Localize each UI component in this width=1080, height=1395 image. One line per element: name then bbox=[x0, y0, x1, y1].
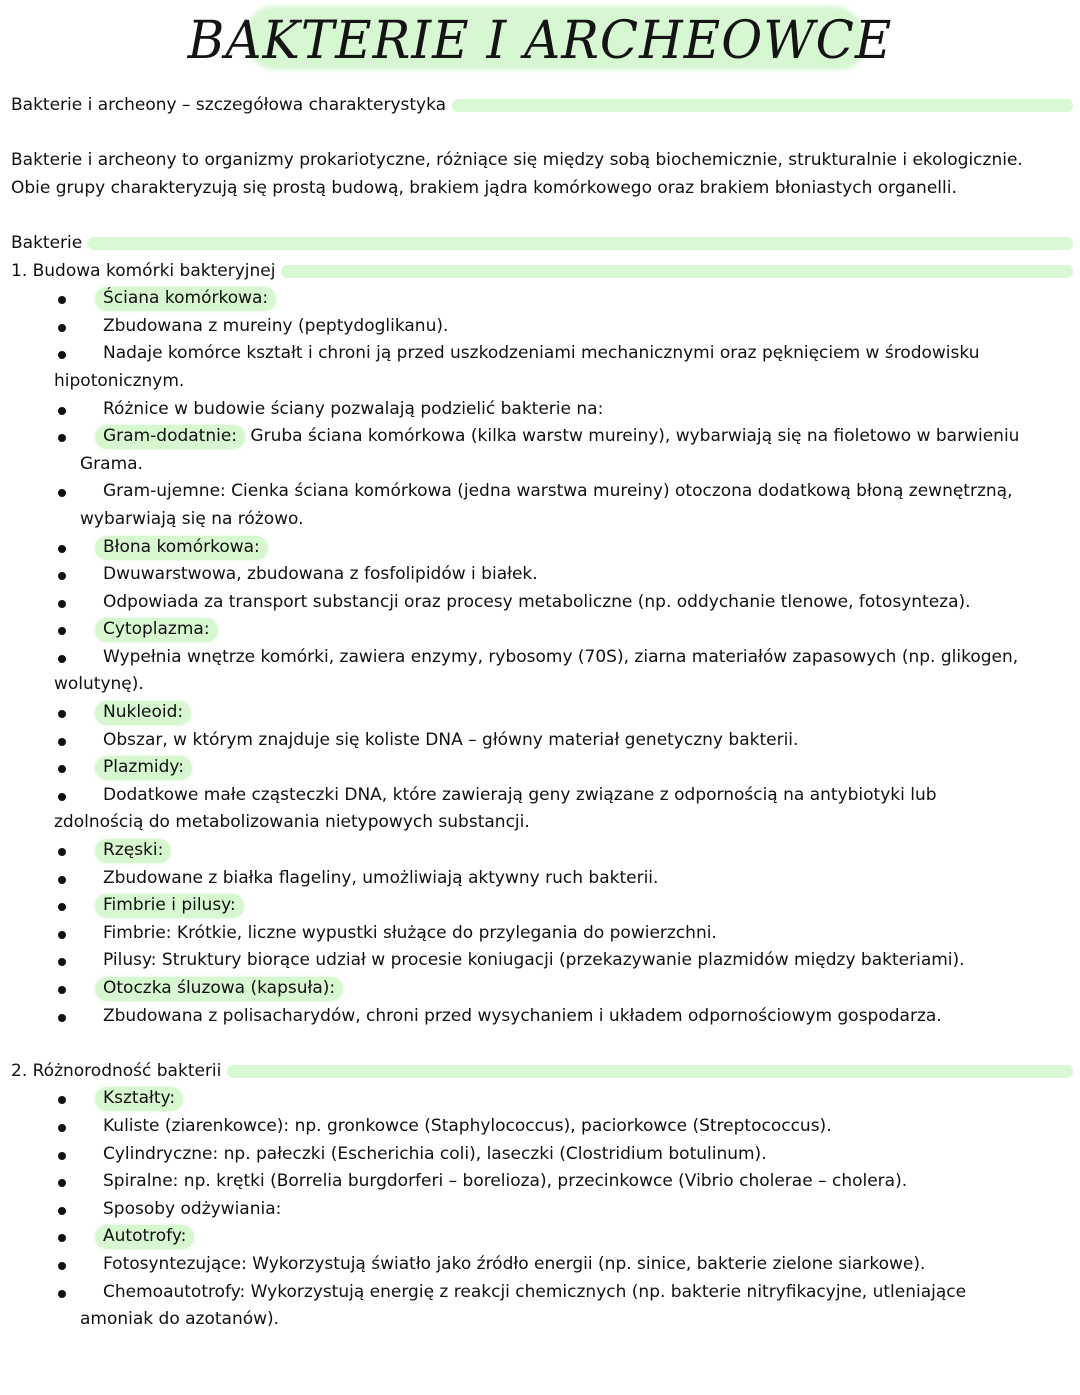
bullet-icon bbox=[58, 600, 66, 608]
highlighted-label: Gram-dodatnie: bbox=[95, 425, 245, 449]
item-text: Cylindryczne: np. pałeczki (Escherichia coli), laseczki (Clostridium botulinum). bbox=[103, 1143, 767, 1164]
section2-heading bbox=[11, 1058, 1071, 1086]
list-item bbox=[11, 285, 1071, 313]
list-item bbox=[11, 313, 1071, 341]
document-body bbox=[11, 92, 1071, 1334]
main-heading-text: Bakterie i archeony – szczegółowa charakterystyka bbox=[11, 95, 447, 115]
list-item bbox=[11, 1085, 1071, 1113]
list-item bbox=[11, 396, 1071, 424]
list-item bbox=[11, 947, 1071, 975]
item-text: Wypełnia wnętrze komórki, zawiera enzymy, rybosomy (70S), ziarna materiałów zapasowych (np. glikogen, bbox=[103, 646, 1019, 667]
bullet-icon bbox=[58, 655, 66, 663]
list-item bbox=[11, 1196, 1071, 1224]
list-item bbox=[11, 534, 1071, 562]
subheading-label: Kształty: bbox=[95, 1087, 183, 1111]
subheading-label: Ściana komórkowa: bbox=[95, 287, 276, 311]
item-continuation: zdolnością do metabolizowania nietypowych substancji. bbox=[54, 812, 530, 833]
bullet-icon bbox=[58, 1014, 66, 1022]
bullet-icon bbox=[58, 876, 66, 884]
bullet-icon bbox=[58, 1096, 66, 1104]
bullet-icon bbox=[58, 489, 66, 497]
bullet-icon bbox=[58, 627, 66, 635]
bullet-icon bbox=[58, 1179, 66, 1187]
bullet-icon bbox=[58, 903, 66, 911]
item-text: Obszar, w którym znajduje się koliste DNA – główny materiał genetyczny bakterii. bbox=[103, 729, 799, 750]
item-text: Kuliste (ziarenkowce): np. gronkowce (Staphylococcus), paciorkowce (Streptococcus). bbox=[103, 1115, 832, 1136]
bullet-icon bbox=[58, 710, 66, 718]
section-label-text: Bakterie bbox=[11, 232, 83, 253]
bullet-icon bbox=[58, 765, 66, 773]
bullet-icon bbox=[58, 958, 66, 966]
list-item bbox=[11, 1223, 1071, 1251]
bullet-icon bbox=[58, 407, 66, 415]
list-item bbox=[11, 1251, 1071, 1279]
bullet-icon bbox=[58, 1290, 66, 1298]
subheading-label: Nukleoid: bbox=[95, 701, 191, 725]
item-text: Pilusy: Struktury biorące udział w procesie koniugacji (przekazywanie plazmidów między bakteriami). bbox=[103, 950, 965, 971]
bullet-icon bbox=[58, 1262, 66, 1270]
list-item bbox=[11, 754, 1071, 782]
subheading-label: Otoczka śluzowa (kapsuła): bbox=[95, 977, 343, 1001]
heading-highlight-bar bbox=[452, 99, 1073, 112]
subheading-label: Błona komórkowa: bbox=[95, 536, 268, 560]
list-item bbox=[11, 865, 1071, 893]
item-text: Fotosyntezujące: Wykorzystują światło jako źródło energii (np. sinice, bakterie zielone siarkowe). bbox=[103, 1253, 926, 1274]
item-text: Odpowiada za transport substancji oraz procesy metaboliczne (np. oddychanie tlenowe, fotosynteza). bbox=[103, 591, 971, 612]
item-continuation: amoniak do azotanów). bbox=[80, 1309, 280, 1330]
list-item bbox=[11, 1003, 1071, 1031]
list-item bbox=[11, 727, 1071, 755]
section-label bbox=[11, 230, 1071, 258]
bullet-icon bbox=[58, 351, 66, 359]
subheading-label: Cytoplazma: bbox=[95, 618, 218, 642]
main-heading bbox=[11, 92, 1071, 120]
list-item bbox=[11, 892, 1071, 920]
bullet-icon bbox=[58, 296, 66, 304]
page-title: BAKTERIE I ARCHEOWCE bbox=[187, 9, 893, 71]
bullet-icon bbox=[58, 1207, 66, 1215]
list-item bbox=[11, 589, 1071, 617]
bullet-icon bbox=[58, 738, 66, 746]
list-item bbox=[11, 699, 1071, 727]
list-item bbox=[11, 782, 1071, 837]
list-item bbox=[11, 1279, 1071, 1334]
heading-highlight-bar bbox=[227, 1065, 1073, 1078]
item-text: Fimbrie: Krótkie, liczne wypustki służące do przylegania do powierzchni. bbox=[103, 922, 717, 943]
section2-heading-text: 2. Różnorodność bakterii bbox=[11, 1060, 222, 1081]
item-text: Sposoby odżywiania: bbox=[103, 1198, 282, 1219]
list-item bbox=[11, 478, 1071, 533]
list-item bbox=[11, 1168, 1071, 1196]
bullet-icon bbox=[58, 572, 66, 580]
bullet-icon bbox=[58, 793, 66, 801]
item-text: Różnice w budowie ściany pozwalają podzielić bakterie na: bbox=[103, 398, 604, 419]
subheading-label: Autotrofy: bbox=[95, 1225, 194, 1249]
item-text: Chemoautotrofy: Wykorzystują energię z reakcji chemicznych (np. bakterie nitryfikacyjne, utleniające bbox=[103, 1281, 967, 1302]
item-text: Gram-ujemne: Cienka ściana komórkowa (jedna warstwa mureiny) otoczona dodatkową błoną zewnętrzną, bbox=[103, 481, 1013, 502]
list-item bbox=[11, 340, 1071, 395]
item-text: Dodatkowe małe cząsteczki DNA, które zawierają geny związane z odpornością na antybiotyki lub bbox=[103, 784, 937, 805]
item-continuation: wolutynę). bbox=[54, 674, 144, 695]
bullet-icon bbox=[58, 434, 66, 442]
section2-list bbox=[11, 1085, 1071, 1333]
item-text: Gruba ściana komórkowa (kilka warstw mureiny), wybarwiają się na fioletowo w barwieniu bbox=[245, 426, 1020, 447]
item-text: Zbudowane z białka flageliny, umożliwiają aktywny ruch bakterii. bbox=[103, 867, 659, 888]
bullet-icon bbox=[58, 848, 66, 856]
item-continuation: hipotonicznym. bbox=[54, 370, 185, 391]
item-text: Spiralne: np. krętki (Borrelia burgdorferi – borelioza), przecinkowce (Vibrio cholerae – cholera). bbox=[103, 1171, 908, 1192]
heading-highlight-bar bbox=[88, 237, 1073, 250]
bullet-icon bbox=[58, 1124, 66, 1132]
item-text: Nadaje komórce kształt i chroni ją przed uszkodzeniami mechanicznymi oraz pęknięciem w środowisku bbox=[103, 343, 980, 364]
item-continuation: wybarwiają się na różowo. bbox=[80, 508, 304, 529]
page-title-banner bbox=[0, 0, 1080, 80]
bullet-icon bbox=[58, 545, 66, 553]
item-continuation: Grama. bbox=[80, 453, 143, 474]
list-item bbox=[11, 561, 1071, 589]
list-item bbox=[11, 975, 1071, 1003]
subheading-label: Rzęski: bbox=[95, 839, 171, 863]
subheading-label: Fimbrie i pilusy: bbox=[95, 894, 244, 918]
heading-highlight-bar bbox=[281, 265, 1073, 278]
section1-heading-text: 1. Budowa komórki bakteryjnej bbox=[11, 260, 276, 281]
list-item bbox=[11, 644, 1071, 699]
bullet-icon bbox=[58, 986, 66, 994]
bullet-icon bbox=[58, 1234, 66, 1242]
item-text: Dwuwarstwowa, zbudowana z fosfolipidów i białek. bbox=[103, 564, 538, 585]
subheading-label: Plazmidy: bbox=[95, 756, 192, 780]
list-item bbox=[11, 423, 1071, 478]
bullet-icon bbox=[58, 324, 66, 332]
section1-heading bbox=[11, 258, 1071, 286]
intro-paragraph: Bakterie i archeony to organizmy prokariotyczne, różniące się między sobą biochemicznie, strukturalnie i ekologicznie. Obie grupy charakteryzują się prostą budową, brakiem jądra komórkowego oraz brakiem błoniastych organelli. bbox=[11, 150, 1023, 198]
bullet-icon bbox=[58, 931, 66, 939]
item-text: Zbudowana z polisacharydów, chroni przed wysychaniem i układem odpornościowym gospodarza. bbox=[103, 1005, 942, 1026]
bullet-icon bbox=[58, 1152, 66, 1160]
list-item bbox=[11, 1113, 1071, 1141]
list-item bbox=[11, 616, 1071, 644]
section1-list bbox=[11, 285, 1071, 1030]
list-item bbox=[11, 1141, 1071, 1169]
list-item bbox=[11, 837, 1071, 865]
item-text: Zbudowana z mureiny (peptydoglikanu). bbox=[103, 315, 449, 336]
list-item bbox=[11, 920, 1071, 948]
